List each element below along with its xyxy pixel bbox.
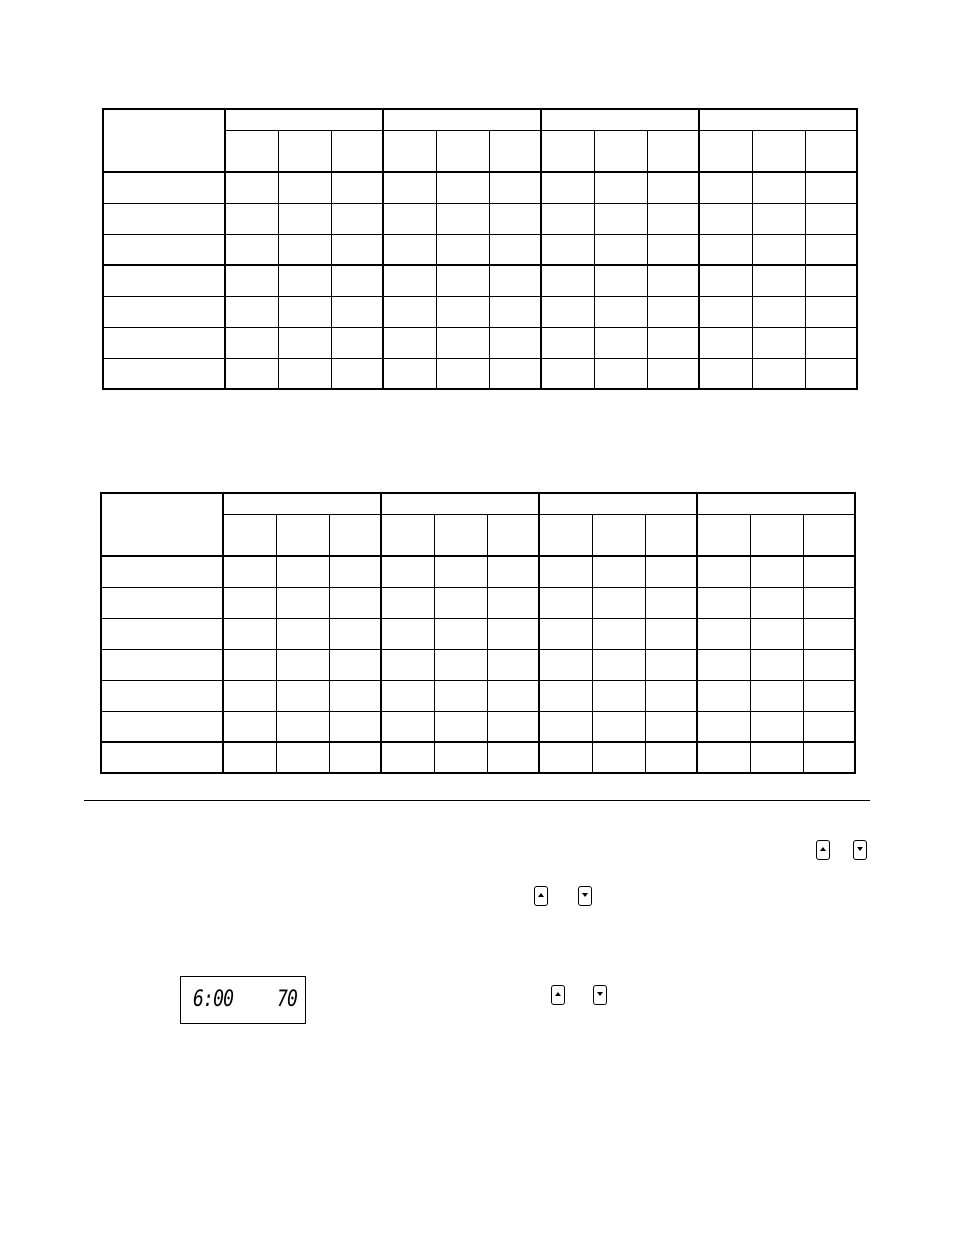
thermostat-lcd-display xyxy=(180,976,306,1024)
table-row xyxy=(103,172,857,203)
subheader-cell xyxy=(329,514,381,556)
group-header-cell xyxy=(383,109,541,130)
table-row xyxy=(103,203,857,234)
subheader-cell xyxy=(223,514,276,556)
section-divider xyxy=(84,800,870,801)
subheader-cell xyxy=(383,130,436,172)
lcd-time: 6:00 xyxy=(193,987,234,1012)
subheader-cell xyxy=(225,130,278,172)
table-row xyxy=(101,649,855,680)
subheader-cell xyxy=(331,130,383,172)
table-header-row xyxy=(101,493,855,514)
subheader-cell xyxy=(541,130,594,172)
subheader-cell xyxy=(539,514,592,556)
group-header-cell xyxy=(697,493,855,514)
row-header-cell xyxy=(103,109,225,172)
subheader-cell xyxy=(594,130,647,172)
group-header-cell xyxy=(541,109,699,130)
up-arrow-key-icon xyxy=(816,840,830,860)
subheader-cell xyxy=(276,514,329,556)
lcd-temperature: 70 xyxy=(277,987,298,1012)
subheader-cell xyxy=(381,514,434,556)
table-row xyxy=(103,234,857,265)
group-header-cell xyxy=(223,493,381,514)
subheader-cell xyxy=(436,130,489,172)
table-row xyxy=(103,327,857,358)
subheader-cell xyxy=(645,514,697,556)
up-arrow-key-icon xyxy=(534,886,548,906)
schedule-table-top xyxy=(102,108,858,390)
table-header-row xyxy=(103,109,857,130)
table-row xyxy=(101,556,855,587)
down-arrow-key-icon xyxy=(593,985,607,1005)
table-row xyxy=(103,265,857,296)
row-header-cell xyxy=(101,493,223,556)
subheader-cell xyxy=(803,514,855,556)
table-row xyxy=(103,358,857,389)
table-row xyxy=(101,711,855,742)
group-header-cell xyxy=(381,493,539,514)
subheader-cell xyxy=(752,130,805,172)
table-row xyxy=(101,618,855,649)
schedule-table-bottom xyxy=(100,492,856,774)
table-row xyxy=(101,587,855,618)
group-header-cell xyxy=(699,109,857,130)
subheader-cell xyxy=(434,514,487,556)
subheader-cell xyxy=(805,130,857,172)
subheader-cell xyxy=(278,130,331,172)
group-header-cell xyxy=(225,109,383,130)
table-row xyxy=(103,296,857,327)
down-arrow-key-icon xyxy=(853,840,867,860)
subheader-cell xyxy=(489,130,541,172)
subheader-cell xyxy=(750,514,803,556)
table-row xyxy=(101,742,855,773)
subheader-cell xyxy=(592,514,645,556)
down-arrow-key-icon xyxy=(578,886,592,906)
table-row xyxy=(101,680,855,711)
subheader-cell xyxy=(699,130,752,172)
group-header-cell xyxy=(539,493,697,514)
up-arrow-key-icon xyxy=(551,985,565,1005)
subheader-cell xyxy=(647,130,699,172)
subheader-cell xyxy=(697,514,750,556)
subheader-cell xyxy=(487,514,539,556)
